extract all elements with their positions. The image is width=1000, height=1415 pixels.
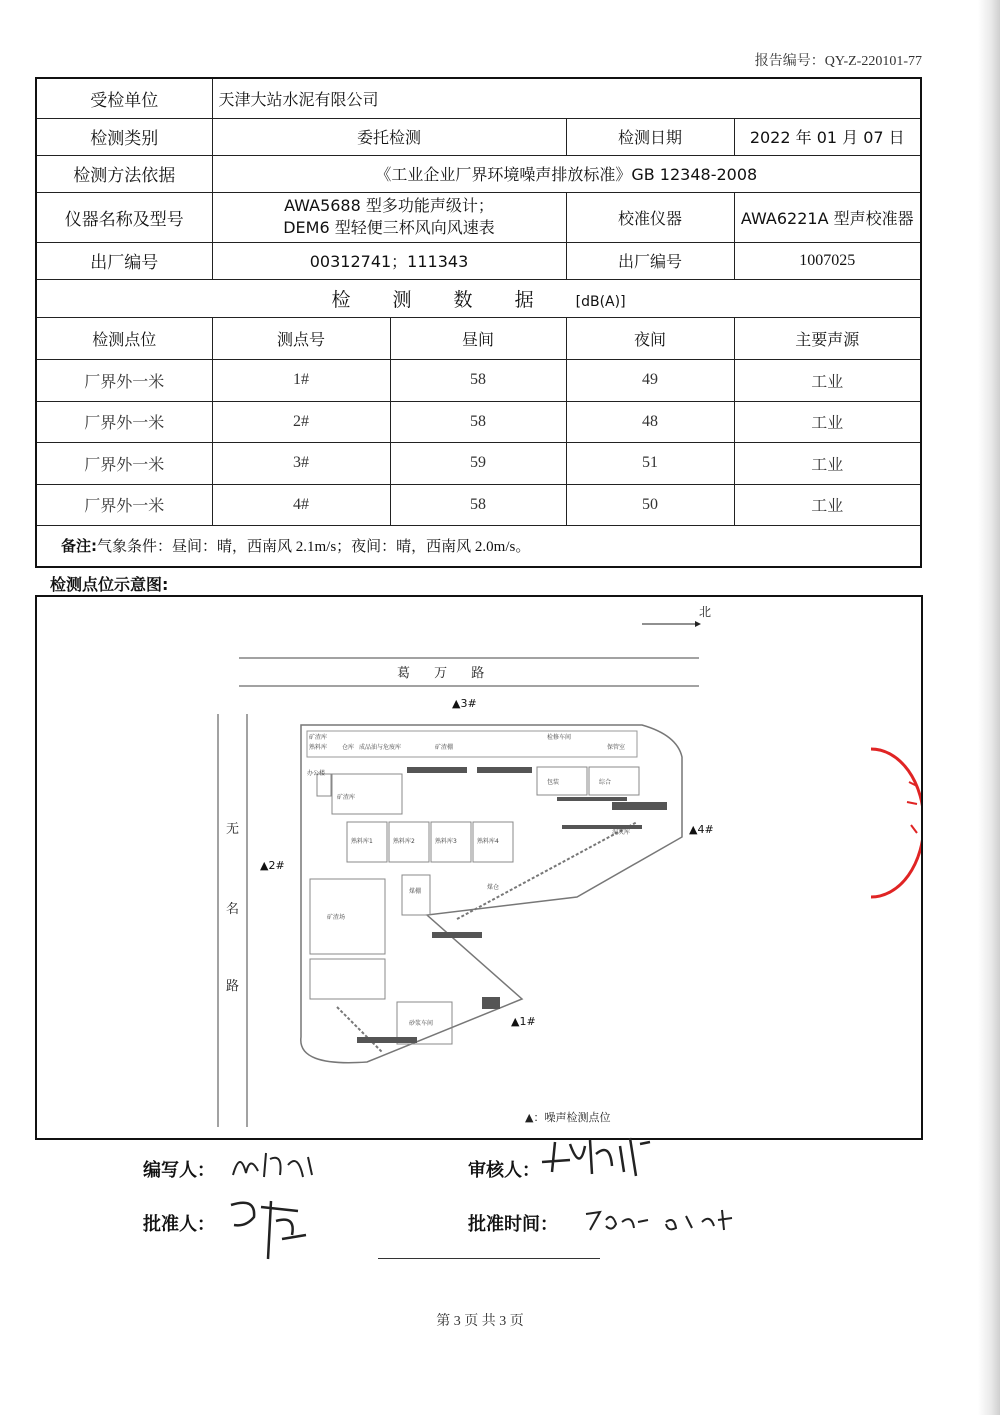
row-day: 58 — [390, 484, 566, 525]
approver-signature-icon — [226, 1195, 316, 1265]
instrument-value — [212, 192, 566, 242]
diagram-legend: ▲：噪声检测点位 — [525, 1111, 611, 1124]
header-source: 主要声源 — [734, 317, 921, 359]
road-left-label-1: 无 — [226, 822, 240, 837]
area-label: 煤棚 — [409, 888, 422, 895]
diagram-title: 检测点位示意图: — [50, 575, 169, 594]
point-4: ▲4# — [689, 823, 714, 836]
instrument-line-2: DEM6 型轻便三杯风向风速表 — [283, 218, 495, 237]
row-source: 工业 — [734, 359, 921, 401]
area-label: 矿渣库 — [337, 794, 356, 801]
row-unit — [36, 78, 921, 118]
row-location: 厂界外一米 — [36, 442, 212, 484]
serial-value-2: 1007025 — [734, 242, 921, 279]
row-location: 厂界外一米 — [36, 484, 212, 525]
site-diagram — [35, 595, 923, 1140]
area-label: 熟料库2 — [393, 838, 415, 845]
building-outline — [317, 774, 331, 796]
row-point: 4# — [212, 484, 390, 525]
report-table — [35, 77, 922, 568]
area-label: 保管室 — [607, 744, 626, 751]
data-unit: [dB(A)] — [575, 293, 626, 310]
site-map — [37, 597, 921, 1138]
instrument-line-1: AWA5688 型多功能声级计； — [284, 196, 494, 215]
calib-label: 校准仪器 — [566, 192, 734, 242]
row-serial — [36, 242, 921, 279]
area-label: 仓库 — [342, 744, 355, 751]
row-night: 50 — [566, 484, 734, 525]
approve-time-label: 批准时间： — [468, 1214, 558, 1235]
date-label: 检测日期 — [566, 118, 734, 155]
area-label: 综合 — [599, 779, 612, 786]
table-row — [36, 401, 921, 442]
row-night: 49 — [566, 359, 734, 401]
factory-boundary — [301, 725, 682, 1063]
conveyor-line — [457, 822, 637, 919]
road-left-label-3: 路 — [226, 979, 240, 994]
row-location: 厂界外一米 — [36, 401, 212, 442]
method-value: 《工业企业厂界环境噪声排放标准》GB 12348-2008 — [212, 155, 921, 192]
road-top-label: 葛 万 路 — [397, 666, 495, 681]
writer-label: 编写人： — [143, 1160, 215, 1181]
building-outline — [402, 875, 430, 915]
page-edge-shadow — [978, 0, 1000, 1415]
area-label: 成品油与危废库 — [359, 744, 402, 751]
footer-divider — [378, 1258, 600, 1259]
area-label: 熟料库3 — [435, 838, 457, 845]
row-source: 工业 — [734, 401, 921, 442]
area-label: 熟料库 — [309, 744, 328, 751]
building-outline — [307, 731, 637, 757]
row-point: 2# — [212, 401, 390, 442]
area-label: 矿渣场 — [327, 914, 346, 921]
area-label: 矿渣库 — [309, 734, 328, 741]
row-instrument — [36, 192, 921, 242]
note-label: 备注: — [61, 537, 97, 556]
row-headers — [36, 317, 921, 359]
table-row — [36, 359, 921, 401]
point-2: ▲2# — [260, 859, 285, 872]
area-label: 办公楼 — [307, 770, 326, 777]
row-day: 58 — [390, 359, 566, 401]
building-outline — [310, 879, 385, 954]
road-left-label-2: 名 — [226, 902, 240, 917]
note — [36, 525, 921, 567]
report-number: 报告编号：QY-Z-220101-77 — [754, 54, 922, 69]
building-outline — [310, 959, 385, 999]
north-arrowhead-icon — [695, 621, 701, 627]
approver-label: 批准人： — [143, 1214, 215, 1235]
conveyor-line — [337, 1007, 382, 1052]
category-label: 检测类别 — [36, 118, 212, 155]
row-day: 58 — [390, 401, 566, 442]
note-text: 气象条件：昼间：晴，西南风 2.1m/s；夜间：晴，西南风 2.0m/s。 — [97, 539, 531, 556]
area-label: 砂浆车间 — [409, 1020, 434, 1027]
table-row — [36, 442, 921, 484]
building-outline — [537, 767, 587, 795]
reviewer-signature-icon — [540, 1132, 660, 1182]
area-label: 熟料库1 — [351, 838, 373, 845]
row-source: 工业 — [734, 484, 921, 525]
serial-label: 出厂编号 — [36, 242, 212, 279]
page-number: 第 3 页 共 3 页 — [436, 1314, 524, 1329]
row-night: 51 — [566, 442, 734, 484]
row-data-title — [36, 279, 921, 317]
reviewer-label: 审核人： — [468, 1160, 540, 1181]
approve-time-handwriting-icon — [582, 1200, 742, 1240]
row-location: 厂界外一米 — [36, 359, 212, 401]
area-label: 检修车间 — [547, 734, 572, 741]
area-label: 煤仓 — [487, 884, 500, 891]
row-category — [36, 118, 921, 155]
writer-signature-icon — [228, 1145, 328, 1185]
area-label: 熟料库4 — [477, 838, 499, 845]
header-point: 测点号 — [212, 317, 390, 359]
unit-label: 受检单位 — [36, 78, 212, 118]
stamp-arc-icon — [871, 749, 921, 897]
header-location: 检测点位 — [36, 317, 212, 359]
row-point: 1# — [212, 359, 390, 401]
calib-value: AWA6221A 型声校准器 — [734, 192, 921, 242]
area-label: 泥灰库 — [612, 829, 631, 836]
north-label: 北 — [699, 605, 712, 619]
row-source: 工业 — [734, 442, 921, 484]
serial-value: 00312741；111343 — [212, 242, 566, 279]
point-1: ▲1# — [511, 1015, 536, 1028]
method-label: 检测方法依据 — [36, 155, 212, 192]
row-night: 48 — [566, 401, 734, 442]
data-title — [36, 279, 921, 317]
row-method — [36, 155, 921, 192]
data-title-text: 检 测 数 据 — [331, 288, 552, 311]
area-label: 包装 — [547, 779, 560, 786]
row-note — [36, 525, 921, 567]
row-day: 59 — [390, 442, 566, 484]
unit-value: 天津大站水泥有限公司 — [212, 78, 921, 118]
stamp-mark-icon — [907, 782, 917, 833]
building-outline — [589, 767, 639, 795]
date-value: 2022 年 01 月 07 日 — [734, 118, 921, 155]
header-night: 夜间 — [566, 317, 734, 359]
category-value: 委托检测 — [212, 118, 566, 155]
header-day: 昼间 — [390, 317, 566, 359]
area-label: 矿渣棚 — [435, 744, 454, 751]
instrument-label: 仪器名称及型号 — [36, 192, 212, 242]
serial-label-2: 出厂编号 — [566, 242, 734, 279]
point-3: ▲3# — [452, 697, 477, 710]
table-row — [36, 484, 921, 525]
row-point: 3# — [212, 442, 390, 484]
